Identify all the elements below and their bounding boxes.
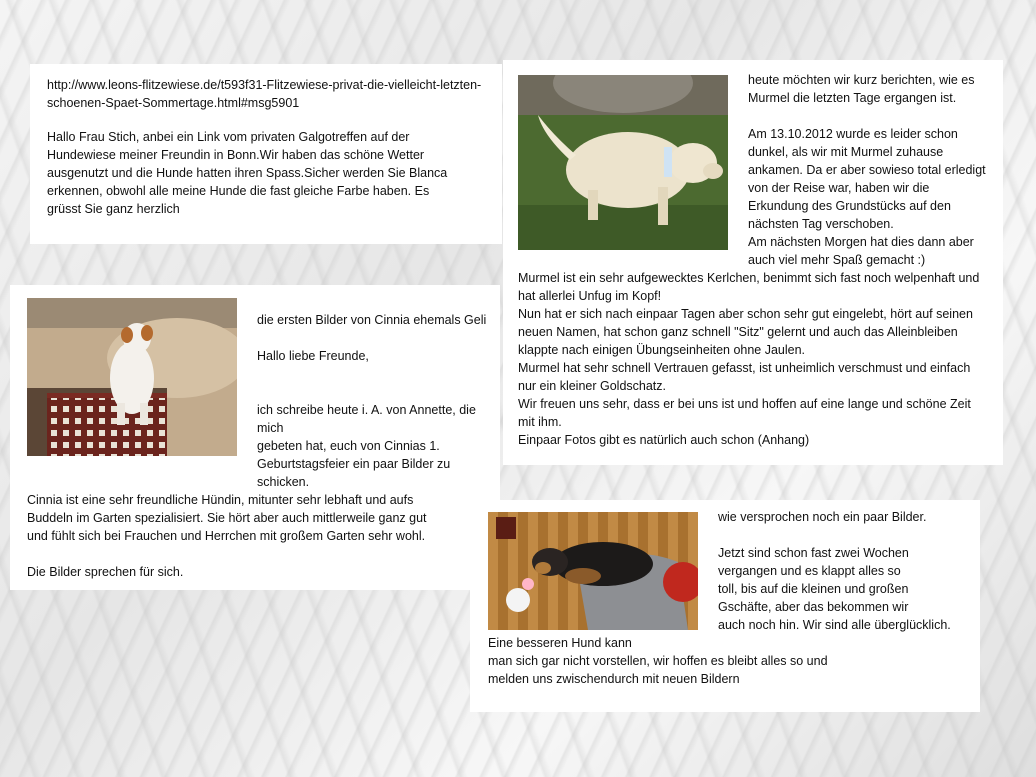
cinnia-intro-text: die ersten Bilder von Cinnia ehemals Geli Hallo liebe Freunde, ich schreibe heute i. A. von Annette, die mich gebeten hat, euch von Cinnias 1. Geburtstagsfeier ein paar Bilder zu schicken. xyxy=(257,313,487,489)
letter-panel-murmel xyxy=(503,60,1003,465)
golden-dog-illustration xyxy=(518,75,728,250)
forum-link[interactable]: http://www.leons-flitzewiese.de/t593f31-Flitzewiese-privat-die-vielleicht-letzten- schoenen-Spaet-Sommertage.html#msg5901 xyxy=(47,78,482,110)
letter-text: Hallo Frau Stich, anbei ein Link vom privaten Galgotreffen auf der Hundewiese meiner Freundin in Bonn.Wir haben das schöne Wetter ausgenutzt und die Hunde hatten ihren Spass.Sicher werden Sie Blanca erkennen, obwohl alle meine Hunde die fast gleiche Farbe haben. Es grüsst Sie ganz herzlich xyxy=(47,130,448,216)
update-closing-text: Eine besseren Hund kann man sich gar nicht vorstellen, wir hoffen es bleibt alles so und melden uns zwischendurch mit neuen Bildern xyxy=(488,636,828,686)
white-dog-illustration xyxy=(27,298,237,456)
letter-panel-update xyxy=(470,500,980,712)
white-dog-photo xyxy=(27,298,237,456)
black-tan-dog-photo xyxy=(488,512,698,630)
black-tan-dog-illustration xyxy=(488,512,698,630)
letter-panel-galgotreffen xyxy=(30,64,502,244)
golden-dog-photo xyxy=(518,75,728,250)
cinnia-story-text: Cinnia ist eine sehr freundliche Hündin, mitunter sehr lebhaft und aufs Buddeln im Garten spezialisiert. Sie hört aber auch mittlerweile ganz gut und fühlt sich bei Frauchen und Herrchen mit großem Garten sehr wohl. Die Bilder sprechen für sich. xyxy=(27,493,427,579)
murmel-intro-text: heute möchten wir kurz berichten, wie es Murmel die letzten Tage ergangen ist. Am 13.10.2012 wurde es leider schon dunkel, als wir mit Murmel zuhause ankamen. Da er aber sowieso total erledigt von der Reise war, haben wir die Erkundung des Grundstücks auf den nächsten Tag verschoben. Am nächsten Morgen hat dies dann aber auch viel mehr Spaß gemacht :) xyxy=(748,73,986,267)
letter-panel-cinnia xyxy=(10,285,500,590)
update-intro-text: wie versprochen noch ein paar Bilder. Jetzt sind schon fast zwei Wochen vergangen und es klappt alles so toll, bis auf die kleinen und großen Gschäfte, aber das bekommen wir auch noch hin. Wir sind alle überglücklich. xyxy=(718,510,951,632)
murmel-story-text: Murmel ist ein sehr aufgewecktes Kerlchen, benimmt sich fast noch welpenhaft und hat allerlei Unfug im Kopf! Nun hat er sich nach einpaar Tagen aber schon sehr gut eingelebt, hört auf seinen neuen Namen, hat schon ganz schnell "Sitz" gelernt und auch das Alleinbleiben klappte nach einigen Übungseinheiten ohne Jaulen. Murmel hat sehr schnell Vertrauen gefasst, ist unheimlich verschmust und einfach nur ein kleiner Goldschatz. Wir freuen uns sehr, dass er bei uns ist und hoffen auf eine lange und schöne Zeit mit ihm. Einpaar Fotos gibt es natürlich auch schon (Anhang) xyxy=(518,271,980,447)
